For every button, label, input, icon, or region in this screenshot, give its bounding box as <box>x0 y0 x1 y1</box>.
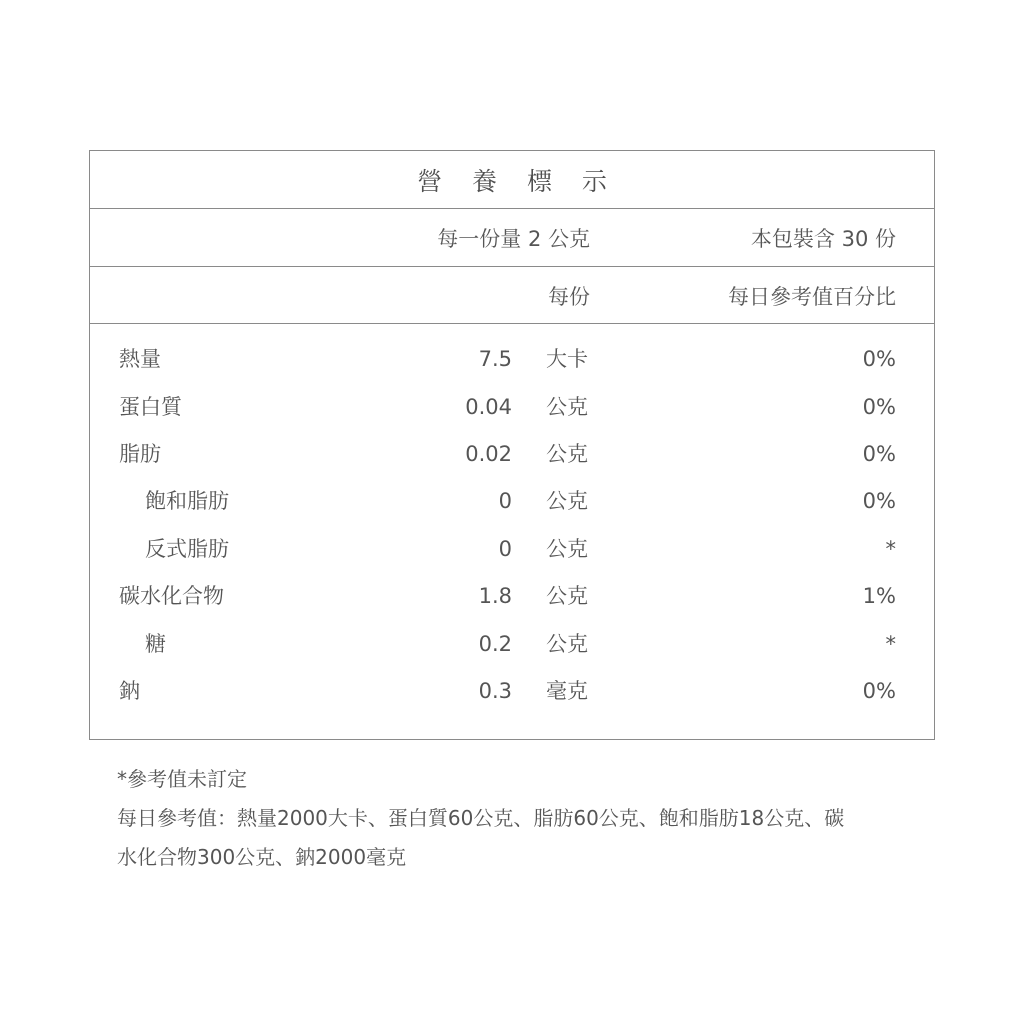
row-name: 碳水化合物 <box>119 584 224 608</box>
footnote-asterisk: *參考值未訂定 <box>117 767 247 791</box>
header-per-serving: 每份 <box>548 285 590 309</box>
row-name-indented: 反式脂肪 <box>145 537 229 561</box>
row-daily-value: 0% <box>862 395 896 419</box>
row-name-indented: 糖 <box>145 632 166 656</box>
row-value: 0.3 <box>478 679 512 703</box>
row-unit: 公克 <box>546 584 588 608</box>
row-daily-value: 0% <box>862 442 896 466</box>
panel-title: 營 養 標 示 <box>417 167 618 196</box>
row-name: 鈉 <box>119 679 140 703</box>
row-daily-value: 0% <box>862 347 896 371</box>
row-value: 0 <box>498 489 512 513</box>
divider-header <box>90 323 934 324</box>
footnote-daily-reference-line2: 水化合物300公克、鈉2000毫克 <box>117 845 407 869</box>
servings-per-package: 本包裝含 30 份 <box>750 227 896 251</box>
divider-title <box>90 208 934 209</box>
header-daily-value-percent: 每日參考值百分比 <box>728 285 896 309</box>
row-daily-value: * <box>885 632 896 656</box>
row-unit: 公克 <box>546 537 588 561</box>
row-value: 1.8 <box>478 584 512 608</box>
footnote-daily-reference-line1: 每日參考值：熱量2000大卡、蛋白質60公克、脂肪60公克、飽和脂肪18公克、碳 <box>117 806 845 830</box>
row-name: 熱量 <box>119 347 161 371</box>
row-value: 0 <box>498 537 512 561</box>
row-daily-value: 0% <box>862 489 896 513</box>
row-unit: 大卡 <box>546 347 588 371</box>
row-value: 0.2 <box>478 632 512 656</box>
serving-size: 每一份量 2 公克 <box>437 227 590 251</box>
row-unit: 公克 <box>546 489 588 513</box>
row-name: 脂肪 <box>119 442 161 466</box>
row-unit: 毫克 <box>546 679 588 703</box>
row-unit: 公克 <box>546 395 588 419</box>
row-unit: 公克 <box>546 632 588 656</box>
row-daily-value: 0% <box>862 679 896 703</box>
row-value: 7.5 <box>478 347 512 371</box>
row-name: 蛋白質 <box>119 395 182 419</box>
nutrition-facts-panel <box>89 150 935 740</box>
row-unit: 公克 <box>546 442 588 466</box>
row-name-indented: 飽和脂肪 <box>145 489 229 513</box>
row-daily-value: 1% <box>862 584 896 608</box>
divider-serving <box>90 266 934 267</box>
row-value: 0.02 <box>465 442 512 466</box>
row-daily-value: * <box>885 537 896 561</box>
row-value: 0.04 <box>465 395 512 419</box>
